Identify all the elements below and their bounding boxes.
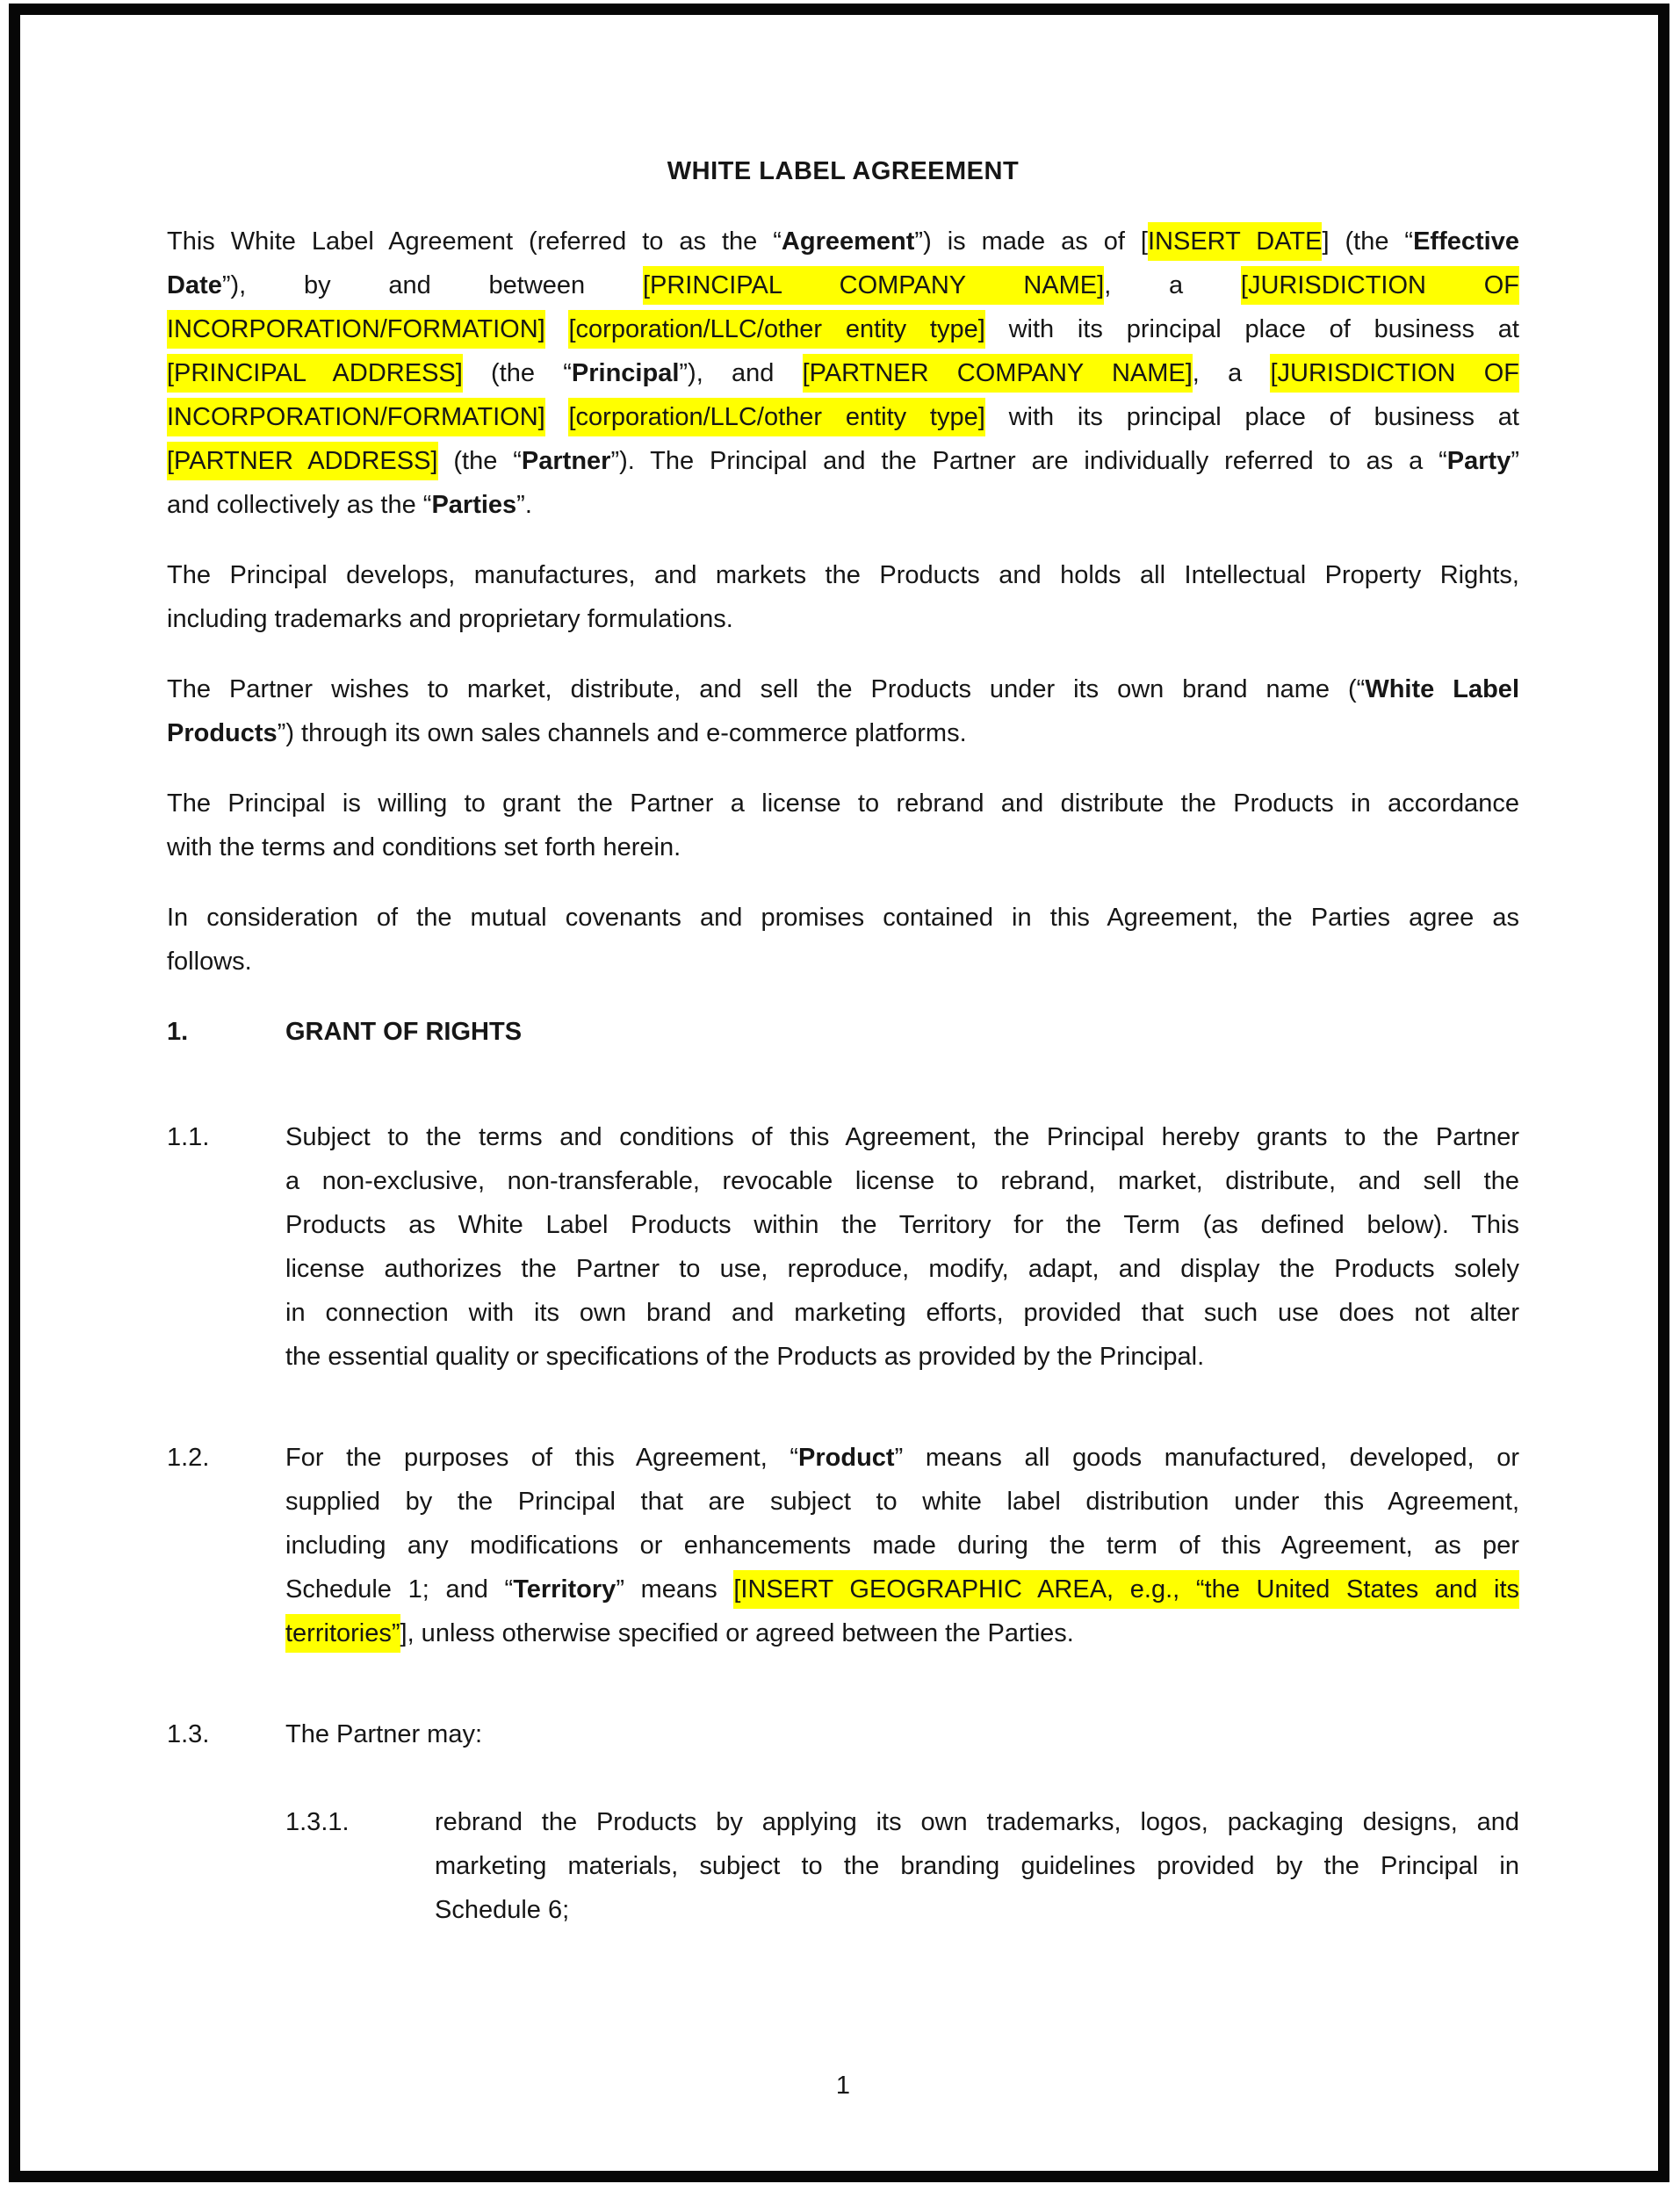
text-run: in connection with its own brand and marketing efforts, provided that such use does not alter	[285, 1299, 1519, 1327]
text-run: Date	[167, 271, 222, 299]
text-run: ] (the “	[1322, 227, 1414, 256]
text-line	[435, 1800, 1519, 1844]
section-number: 1.3.1.	[285, 1808, 350, 1836]
text-line	[167, 896, 1519, 940]
paragraph	[167, 1115, 1519, 1379]
paragraph	[167, 220, 1519, 527]
section-number: 1.1.	[167, 1123, 210, 1151]
text-line	[285, 1159, 1519, 1203]
highlighted-placeholder: territories”	[285, 1614, 400, 1653]
text-line	[435, 1888, 1519, 1932]
paragraph	[167, 553, 1519, 641]
section-number: 1.3.	[167, 1720, 210, 1748]
text-line	[167, 439, 1519, 483]
text-line	[285, 1335, 1519, 1379]
text-run: For the purposes of this Agreement, “	[285, 1444, 799, 1472]
text-run: ”), by and between	[221, 271, 643, 299]
text-line	[285, 1010, 1519, 1054]
text-line	[167, 825, 1519, 869]
text-run: ”) is made as of [	[914, 227, 1148, 256]
text-run: ”). The Principal and the Partner are individually referred to as a “	[610, 447, 1447, 475]
paragraph	[167, 667, 1519, 755]
text-line	[285, 1436, 1519, 1480]
text-line	[167, 395, 1519, 439]
text-line	[167, 667, 1519, 711]
text-line	[167, 483, 1519, 527]
paragraph	[285, 1800, 1519, 1932]
text-run: rebrand the Products by applying its own trademarks, logos, packaging designs, and	[435, 1808, 1519, 1836]
text-line	[167, 553, 1519, 597]
text-run: ”), and	[679, 359, 803, 387]
section-text	[285, 1436, 1519, 1655]
text-line	[167, 263, 1519, 307]
text-run: This White Label Agreement (referred to as the “	[167, 227, 782, 256]
text-line	[285, 1115, 1519, 1159]
text-run: White Label	[1365, 675, 1519, 703]
highlighted-placeholder: [PRINCIPAL ADDRESS]	[167, 354, 463, 393]
text-run: The Partner wishes to market, distribute, and sell the Products under its own brand name (“	[167, 675, 1366, 703]
highlighted-placeholder: INCORPORATION/FORMATION]	[167, 310, 545, 349]
text-run: ”.	[516, 491, 532, 519]
text-line	[285, 1203, 1519, 1247]
text-run: Schedule 6;	[435, 1896, 570, 1924]
text-run	[545, 315, 569, 343]
document-content	[167, 0, 1519, 2108]
text-line	[167, 711, 1519, 755]
text-line	[167, 940, 1519, 984]
text-run: Partner	[521, 447, 611, 475]
text-run: ], unless otherwise specified or agreed between the Parties.	[400, 1619, 1074, 1647]
highlighted-placeholder: [PARTNER COMPANY NAME]	[803, 354, 1193, 393]
text-run: ” means all goods manufactured, developed, or	[894, 1444, 1519, 1472]
highlighted-placeholder: [JURISDICTION OF	[1270, 354, 1519, 393]
section-heading	[167, 1010, 1519, 1054]
section-text	[285, 1115, 1519, 1379]
text-run: Product	[798, 1444, 895, 1472]
text-run: with the terms and conditions set forth herein.	[167, 833, 681, 861]
text-run: Principal	[571, 359, 680, 387]
text-run: Party	[1446, 447, 1511, 475]
text-run: including any modifications or enhancements made during the term of this Agreement, as per	[285, 1532, 1519, 1560]
text-run: (the “	[437, 447, 522, 475]
document-title: WHITE LABEL AGREEMENT	[667, 157, 1020, 185]
text-line	[167, 220, 1519, 263]
text-run: Territory	[513, 1575, 616, 1604]
text-run: (the “	[462, 359, 572, 387]
highlighted-placeholder: INCORPORATION/FORMATION]	[167, 398, 545, 436]
text-run: including trademarks and proprietary formulations.	[167, 605, 733, 633]
text-line	[167, 597, 1519, 641]
text-run: follows.	[167, 948, 252, 976]
text-line	[285, 1611, 1519, 1655]
text-run: Products	[167, 719, 278, 747]
text-line	[285, 1568, 1519, 1611]
text-run: GRANT OF RIGHTS	[285, 1018, 523, 1046]
page-number: 1	[835, 2072, 851, 2100]
text-line	[285, 1247, 1519, 1291]
paragraph	[167, 1712, 1519, 1756]
text-run: with its principal place of business at	[984, 315, 1519, 343]
text-run: the essential quality or specifications of the Products as provided by the Principal.	[285, 1343, 1205, 1371]
highlighted-placeholder: [JURISDICTION OF	[1241, 266, 1519, 305]
text-run: Parties	[431, 491, 517, 519]
text-line	[167, 782, 1519, 825]
text-line	[435, 1844, 1519, 1888]
text-line	[285, 1712, 1519, 1756]
document-body	[167, 220, 1519, 1932]
text-run	[545, 403, 569, 431]
highlighted-placeholder: [corporation/LLC/other entity type]	[568, 310, 984, 349]
text-run: In consideration of the mutual covenants and promises contained in this Agreement, the Parties agree as	[167, 904, 1519, 932]
text-line	[285, 1524, 1519, 1568]
text-run: , a	[1192, 359, 1271, 387]
text-run: marketing materials, subject to the branding guidelines provided by the Principal in	[435, 1852, 1519, 1880]
text-run: ”	[1511, 447, 1520, 475]
text-run: Effective	[1413, 227, 1519, 256]
highlighted-placeholder: [PARTNER ADDRESS]	[167, 442, 438, 480]
highlighted-placeholder: INSERT DATE	[1148, 222, 1322, 261]
highlighted-placeholder: [PRINCIPAL COMPANY NAME]	[643, 266, 1104, 305]
text-run: and collectively as the “	[167, 491, 432, 519]
text-run: , a	[1104, 271, 1241, 299]
text-line	[285, 1291, 1519, 1335]
text-run: a non-exclusive, non-transferable, revocable license to rebrand, market, distribute, and sell the	[285, 1167, 1519, 1195]
paragraph	[167, 1436, 1519, 1655]
text-run: Subject to the terms and conditions of this Agreement, the Principal hereby grants to the Partner	[285, 1123, 1519, 1151]
text-line	[167, 307, 1519, 351]
section-text	[285, 1712, 1519, 1756]
text-line	[285, 1480, 1519, 1524]
text-run: The Principal develops, manufactures, and markets the Products and holds all Intellectual Property Rights,	[167, 561, 1519, 589]
text-run: The Principal is willing to grant the Partner a license to rebrand and distribute the Products in accordance	[167, 789, 1519, 818]
text-run: Agreement	[781, 227, 915, 256]
text-run: Products as White Label Products within the Territory for the Term (as defined below). This	[285, 1211, 1519, 1239]
text-run: supplied by the Principal that are subject to white label distribution under this Agreement,	[285, 1488, 1519, 1516]
text-run: ” means	[616, 1575, 734, 1604]
text-run: ”) through its own sales channels and e-commerce platforms.	[277, 719, 967, 747]
text-run: license authorizes the Partner to use, reproduce, modify, adapt, and display the Products solely	[285, 1255, 1519, 1283]
text-run: with its principal place of business at	[984, 403, 1519, 431]
text-run: Schedule 1; and “	[285, 1575, 514, 1604]
text-line	[167, 351, 1519, 395]
paragraph	[167, 782, 1519, 869]
section-number: 1.	[167, 1018, 189, 1046]
highlighted-placeholder: [corporation/LLC/other entity type]	[568, 398, 984, 436]
section-text	[435, 1800, 1519, 1932]
paragraph	[167, 896, 1519, 984]
section-number: 1.2.	[167, 1444, 210, 1472]
section-text	[285, 1010, 1519, 1054]
text-run: The Partner may:	[285, 1720, 483, 1748]
highlighted-placeholder: [INSERT GEOGRAPHIC AREA, e.g., “the United States and its	[733, 1570, 1519, 1609]
